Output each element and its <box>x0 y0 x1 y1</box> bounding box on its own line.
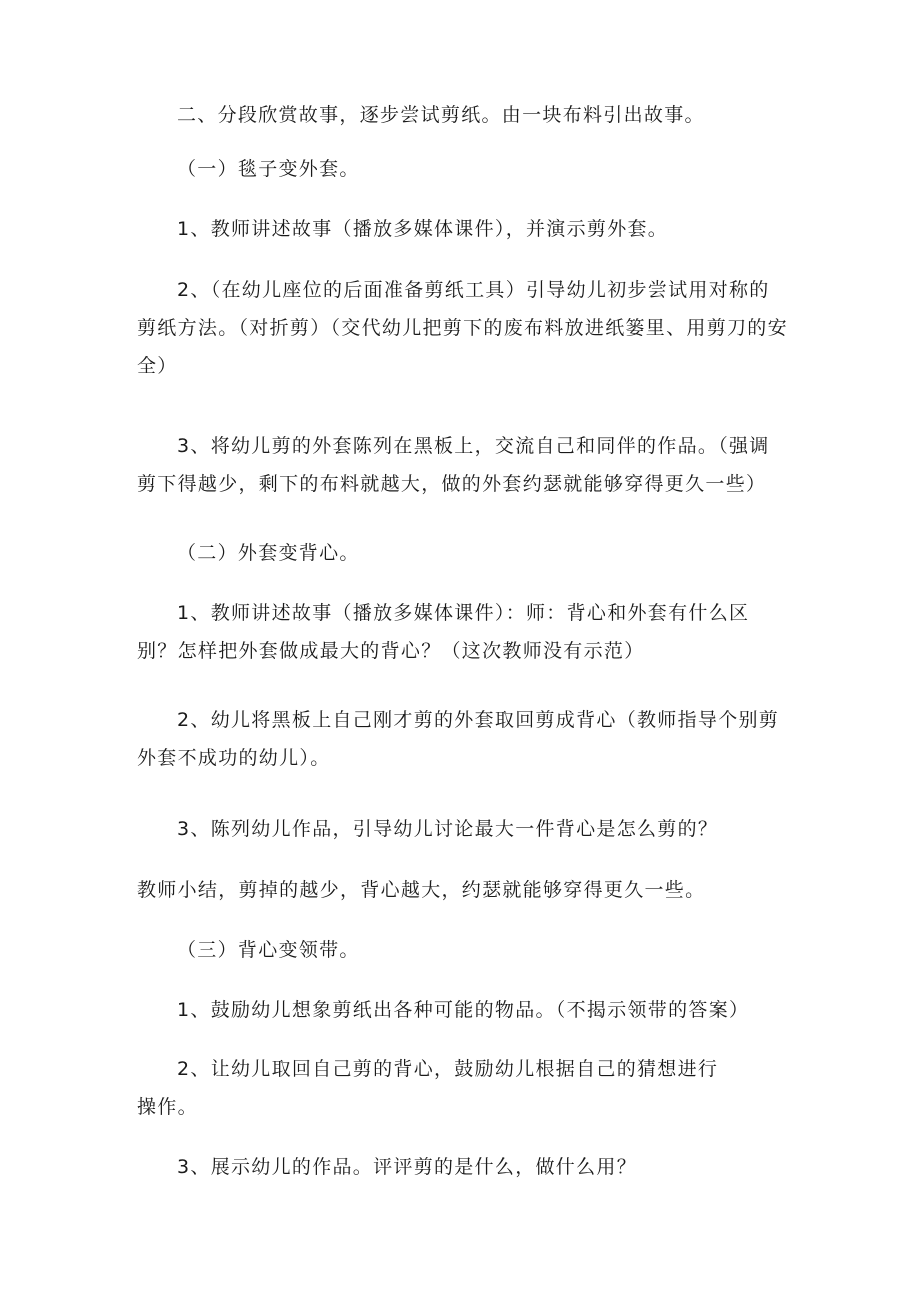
subsection-heading: （三）背心变领带。 <box>177 939 360 961</box>
paragraph: 3、将幼儿剪的外套陈列在黑板上，交流自己和同伴的作品。（强调剪下得越少，剩下的布料就越大，做的外套约瑟就能够穿得更久一些） <box>137 435 770 495</box>
paragraph: 1、教师讲述故事（播放多媒体课件）：师：背心和外套有什么区别？怎样把外套做成最大的背心？（这次教师没有示范） <box>137 602 750 662</box>
paragraph: 1、教师讲述故事（播放多媒体课件），并演示剪外套。 <box>177 218 669 240</box>
paragraph: 教师小结，剪掉的越少，背心越大，约瑟就能够穿得更久一些。 <box>137 879 706 901</box>
paragraph: 2、让幼儿取回自己剪的背心，鼓励幼儿根据自己的猜想进行操作。 <box>137 1058 719 1118</box>
section-heading: 二、分段欣赏故事，逐步尝试剪纸。由一块布料引出故事。 <box>177 104 705 126</box>
paragraph: 1、鼓励幼儿想象剪纸出各种可能的物品。（不揭示领带的答案） <box>177 999 750 1021</box>
paragraph: 3、陈列幼儿作品，引导幼儿讨论最大一件背心是怎么剪的？ <box>177 818 719 840</box>
paragraph: 2、（在幼儿座位的后面准备剪纸工具）引导幼儿初步尝试用对称的剪纸方法。（对折剪）（交代幼儿把剪下的废布料放进纸篓里、用剪刀的安全） <box>137 279 788 377</box>
subsection-heading: （一）毯子变外套。 <box>177 158 360 180</box>
paragraph: 2、幼儿将黑板上自己刚才剪的外套取回剪成背心（教师指导个别剪外套不成功的幼儿）。 <box>137 709 780 769</box>
paragraph: 3、展示幼儿的作品。评评剪的是什么，做什么用？ <box>177 1156 637 1178</box>
subsection-heading: （二）外套变背心。 <box>177 542 360 564</box>
